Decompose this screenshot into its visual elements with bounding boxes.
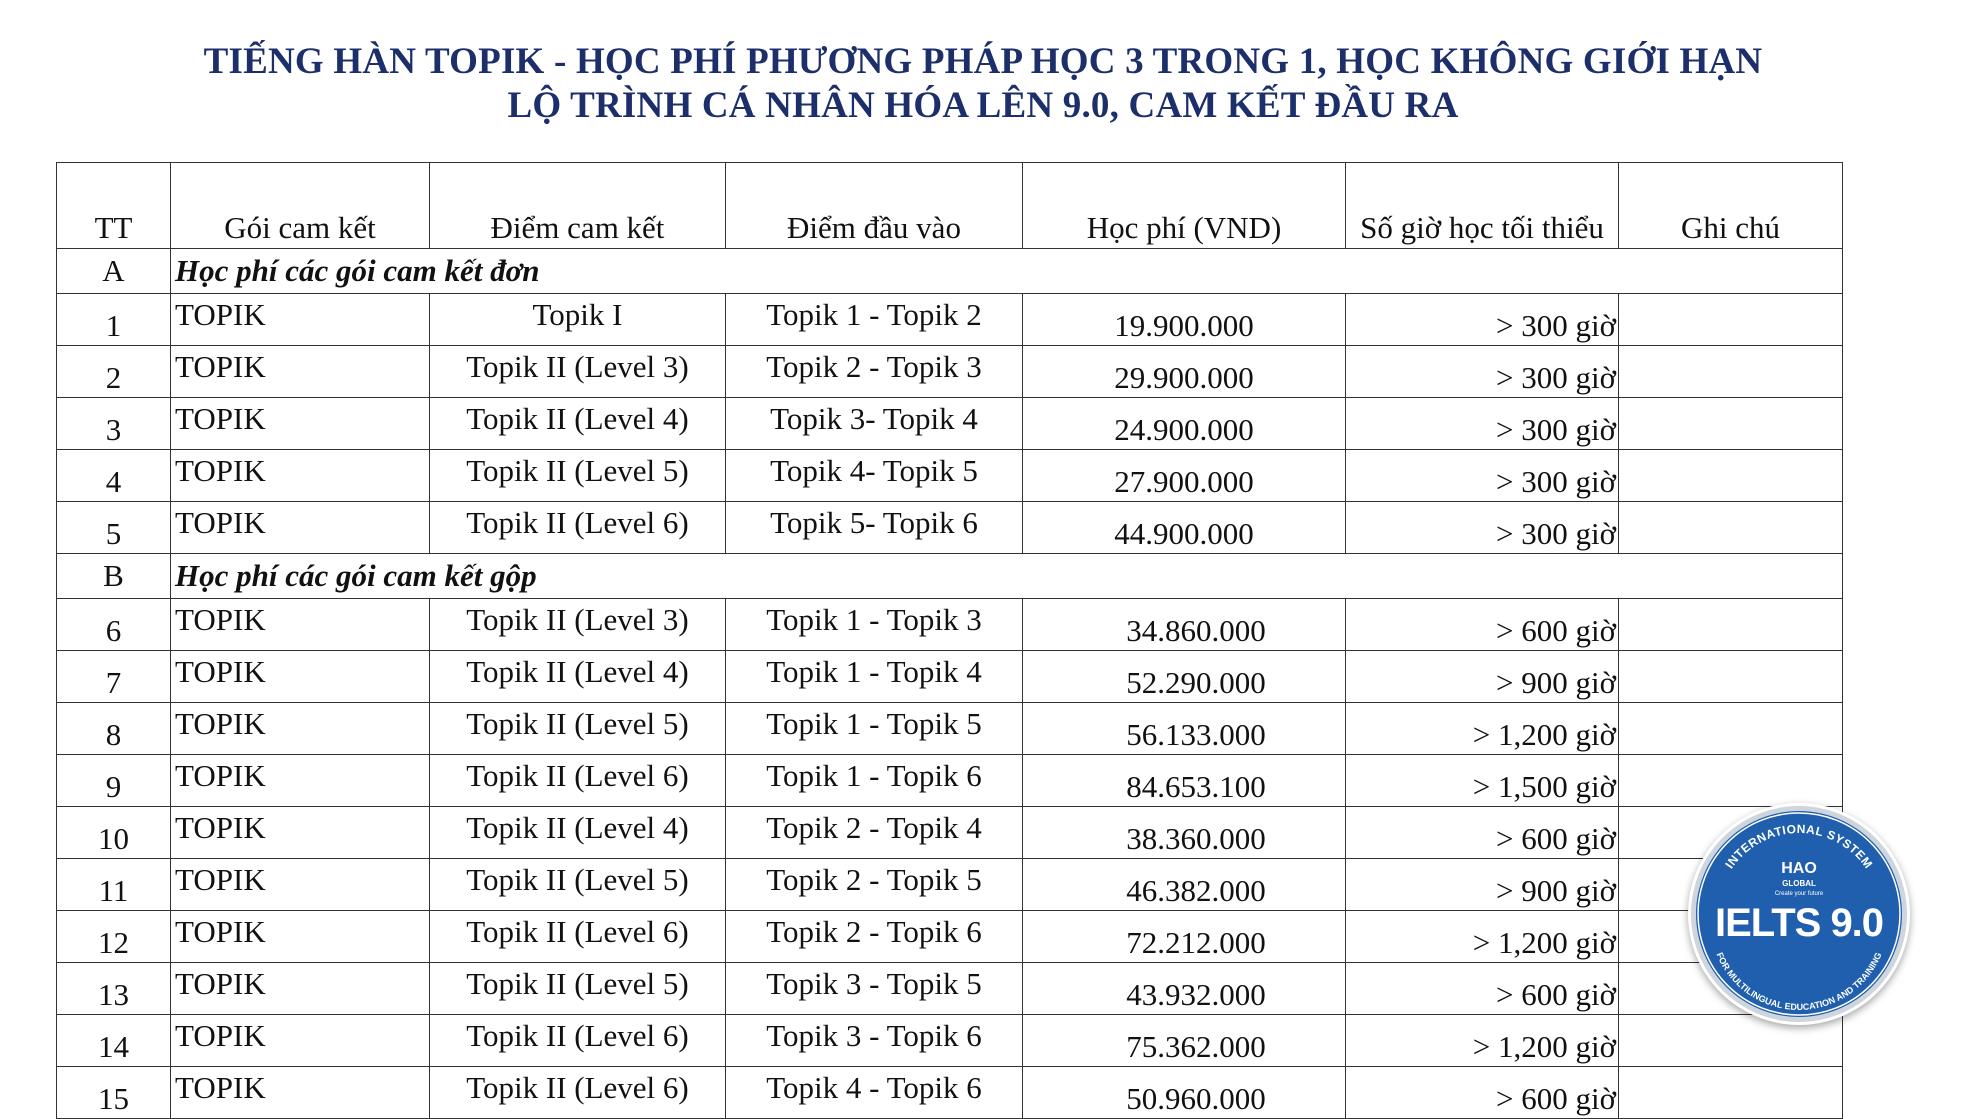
cell-goi-cam-ket: TOPIK (171, 703, 430, 755)
cell-tt: 13 (57, 963, 171, 1015)
cell-ghi-chu (1619, 599, 1843, 651)
cell-goi-cam-ket: TOPIK (171, 755, 430, 807)
cell-goi-cam-ket: TOPIK (171, 807, 430, 859)
cell-hoc-phi: 27.900.000 (1023, 450, 1346, 502)
badge-top-arc-text: INTERNATIONAL SYSTEM (1722, 821, 1876, 872)
table-row (57, 346, 1843, 398)
cell-tt: 14 (57, 1015, 171, 1067)
table-row (57, 1067, 1843, 1119)
cell-goi-cam-ket: TOPIK (171, 1015, 430, 1067)
cell-ghi-chu (1619, 294, 1843, 346)
cell-diem-cam-ket: Topik II (Level 3) (430, 346, 726, 398)
cell-tt: 9 (57, 755, 171, 807)
section-title: Học phí các gói cam kết gộp (171, 554, 1843, 599)
header-diem-dau-vao: Điểm đầu vào (726, 163, 1023, 249)
cell-diem-cam-ket: Topik II (Level 3) (430, 599, 726, 651)
table-row (57, 963, 1843, 1015)
cell-so-gio: > 600 giờ (1346, 1067, 1619, 1119)
cell-goi-cam-ket: TOPIK (171, 502, 430, 554)
cell-hoc-phi: 34.860.000 (1023, 599, 1346, 651)
cell-tt: 15 (57, 1067, 171, 1119)
cell-hoc-phi: 72.212.000 (1023, 911, 1346, 963)
cell-goi-cam-ket: TOPIK (171, 294, 430, 346)
badge-bottom-arc-text: FOR MULTILINGUAL EDUCATION AND TRAINING (1714, 950, 1884, 1013)
cell-so-gio: > 300 giờ (1346, 294, 1619, 346)
cell-diem-dau-vao: Topik 5- Topik 6 (726, 502, 1023, 554)
cell-so-gio: > 900 giờ (1346, 859, 1619, 911)
cell-goi-cam-ket: TOPIK (171, 1067, 430, 1119)
cell-diem-dau-vao: Topik 1 - Topik 5 (726, 703, 1023, 755)
table-row (57, 599, 1843, 651)
cell-so-gio: > 600 giờ (1346, 807, 1619, 859)
badge-tagline: Create your future (1774, 891, 1824, 897)
cell-so-gio: > 300 giờ (1346, 502, 1619, 554)
table-row (57, 502, 1843, 554)
cell-goi-cam-ket: TOPIK (171, 963, 430, 1015)
cell-diem-cam-ket: Topik II (Level 6) (430, 911, 726, 963)
cell-so-gio: > 1,500 giờ (1346, 755, 1619, 807)
cell-goi-cam-ket: TOPIK (171, 651, 430, 703)
cell-diem-dau-vao: Topik 4- Topik 5 (726, 450, 1023, 502)
table-row (57, 450, 1843, 502)
cell-diem-dau-vao: Topik 1 - Topik 2 (726, 294, 1023, 346)
header-goi-cam-ket: Gói cam kết (171, 163, 430, 249)
section-row (57, 554, 1843, 599)
header-tt: TT (57, 163, 171, 249)
cell-hoc-phi: 43.932.000 (1023, 963, 1346, 1015)
cell-diem-cam-ket: Topik II (Level 5) (430, 963, 726, 1015)
cell-diem-dau-vao: Topik 3 - Topik 5 (726, 963, 1023, 1015)
table-row (57, 807, 1843, 859)
cell-diem-cam-ket: Topik II (Level 6) (430, 502, 726, 554)
cell-so-gio: > 300 giờ (1346, 450, 1619, 502)
table-row (57, 755, 1843, 807)
cell-so-gio: > 1,200 giờ (1346, 703, 1619, 755)
cell-diem-dau-vao: Topik 1 - Topik 3 (726, 599, 1023, 651)
cell-so-gio: > 300 giờ (1346, 398, 1619, 450)
table-row (57, 398, 1843, 450)
cell-so-gio: > 1,200 giờ (1346, 1015, 1619, 1067)
cell-goi-cam-ket: TOPIK (171, 599, 430, 651)
cell-tt: 4 (57, 450, 171, 502)
table-row (57, 703, 1843, 755)
cell-diem-cam-ket: Topik II (Level 6) (430, 1015, 726, 1067)
cell-ghi-chu (1619, 703, 1843, 755)
cell-hoc-phi: 24.900.000 (1023, 398, 1346, 450)
cell-tt: 12 (57, 911, 171, 963)
table-row (57, 911, 1843, 963)
cell-diem-cam-ket: Topik II (Level 5) (430, 450, 726, 502)
cell-diem-cam-ket: Topik II (Level 6) (430, 755, 726, 807)
table-row (57, 1015, 1843, 1067)
page-title-line1: TIẾNG HÀN TOPIK - HỌC PHÍ PHƯƠNG PHÁP HỌC 3 TRONG 1, HỌC KHÔNG GIỚI HẠN (203, 41, 1763, 82)
cell-diem-cam-ket: Topik II (Level 5) (430, 703, 726, 755)
cell-goi-cam-ket: TOPIK (171, 346, 430, 398)
cell-diem-dau-vao: Topik 3- Topik 4 (726, 398, 1023, 450)
page-title-line2: LỘ TRÌNH CÁ NHÂN HÓA LÊN 9.0, CAM KẾT ĐẦU RA (507, 85, 1459, 126)
cell-ghi-chu (1619, 346, 1843, 398)
cell-hoc-phi: 19.900.000 (1023, 294, 1346, 346)
ielts-badge-graphic (1688, 803, 1910, 1025)
table-row (57, 859, 1843, 911)
cell-so-gio: > 600 giờ (1346, 599, 1619, 651)
cell-diem-dau-vao: Topik 3 - Topik 6 (726, 1015, 1023, 1067)
ielts-badge-icon (1688, 803, 1910, 1025)
cell-ghi-chu (1619, 450, 1843, 502)
fee-table (56, 162, 1843, 1119)
cell-so-gio: > 900 giờ (1346, 651, 1619, 703)
cell-hoc-phi: 50.960.000 (1023, 1067, 1346, 1119)
header-ghi-chu: Ghi chú (1619, 163, 1843, 249)
cell-so-gio: > 300 giờ (1346, 346, 1619, 398)
cell-goi-cam-ket: TOPIK (171, 398, 430, 450)
cell-tt: 10 (57, 807, 171, 859)
cell-diem-cam-ket: Topik I (430, 294, 726, 346)
cell-ghi-chu (1619, 1067, 1843, 1119)
section-row (57, 249, 1843, 294)
section-code: B (57, 554, 171, 599)
cell-diem-dau-vao: Topik 2 - Topik 5 (726, 859, 1023, 911)
header-so-gio: Số giờ học tối thiểu (1346, 163, 1619, 249)
cell-hoc-phi: 75.362.000 (1023, 1015, 1346, 1067)
badge-brand-sub: GLOBAL (1782, 879, 1816, 888)
cell-hoc-phi: 46.382.000 (1023, 859, 1346, 911)
cell-tt: 6 (57, 599, 171, 651)
cell-tt: 1 (57, 294, 171, 346)
cell-hoc-phi: 84.653.100 (1023, 755, 1346, 807)
cell-so-gio: > 600 giờ (1346, 963, 1619, 1015)
header-hoc-phi: Học phí (VND) (1023, 163, 1346, 249)
cell-hoc-phi: 44.900.000 (1023, 502, 1346, 554)
cell-tt: 2 (57, 346, 171, 398)
cell-ghi-chu (1619, 755, 1843, 807)
cell-goi-cam-ket: TOPIK (171, 911, 430, 963)
cell-hoc-phi: 52.290.000 (1023, 651, 1346, 703)
table-body (57, 249, 1843, 1119)
cell-tt: 11 (57, 859, 171, 911)
section-title: Học phí các gói cam kết đơn (171, 249, 1843, 294)
cell-diem-cam-ket: Topik II (Level 4) (430, 398, 726, 450)
badge-main-text: IELTS 9.0 (1714, 901, 1884, 945)
cell-diem-dau-vao: Topik 2 - Topik 4 (726, 807, 1023, 859)
cell-diem-dau-vao: Topik 2 - Topik 6 (726, 911, 1023, 963)
cell-so-gio: > 1,200 giờ (1346, 911, 1619, 963)
badge-brand: HAO (1781, 860, 1817, 877)
cell-goi-cam-ket: TOPIK (171, 450, 430, 502)
cell-diem-cam-ket: Topik II (Level 4) (430, 651, 726, 703)
cell-ghi-chu (1619, 502, 1843, 554)
cell-ghi-chu (1619, 398, 1843, 450)
cell-tt: 7 (57, 651, 171, 703)
header-diem-cam-ket: Điểm cam kết (430, 163, 726, 249)
cell-hoc-phi: 38.360.000 (1023, 807, 1346, 859)
cell-tt: 3 (57, 398, 171, 450)
cell-hoc-phi: 56.133.000 (1023, 703, 1346, 755)
cell-tt: 5 (57, 502, 171, 554)
cell-diem-cam-ket: Topik II (Level 5) (430, 859, 726, 911)
table-row (57, 294, 1843, 346)
cell-tt: 8 (57, 703, 171, 755)
cell-diem-cam-ket: Topik II (Level 4) (430, 807, 726, 859)
cell-diem-dau-vao: Topik 2 - Topik 3 (726, 346, 1023, 398)
table-row (57, 651, 1843, 703)
cell-diem-dau-vao: Topik 1 - Topik 6 (726, 755, 1023, 807)
cell-diem-dau-vao: Topik 1 - Topik 4 (726, 651, 1023, 703)
cell-hoc-phi: 29.900.000 (1023, 346, 1346, 398)
table-header-row (57, 163, 1843, 249)
cell-diem-cam-ket: Topik II (Level 6) (430, 1067, 726, 1119)
cell-ghi-chu (1619, 651, 1843, 703)
cell-goi-cam-ket: TOPIK (171, 859, 430, 911)
section-code: A (57, 249, 171, 294)
cell-diem-dau-vao: Topik 4 - Topik 6 (726, 1067, 1023, 1119)
